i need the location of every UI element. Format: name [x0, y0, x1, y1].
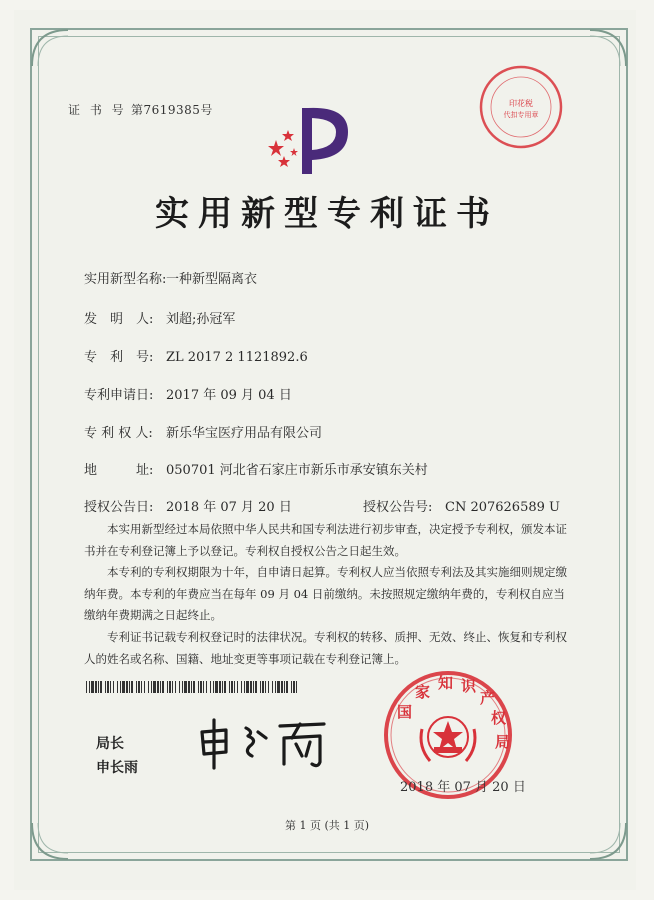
field-label: 地 址: [84, 463, 154, 478]
field-application-date [84, 384, 292, 403]
field-address [84, 459, 428, 478]
paragraph-legal-status: 专利证书记载专利权登记时的法律状况。专利权的转移、质押、无效、终止、恢复和专利权人的姓名或名称、国籍、地址变更等事项记载在专利登记簿上。 [84, 629, 567, 666]
field-value: ZL 2017 2 1121892.6 [166, 350, 308, 365]
field-inventor [84, 308, 235, 327]
paragraph-grant: 本实用新型经过本局依照中华人民共和国专利法进行初步审查，决定授予专利权，颁发本证书并在专利登记簿上予以登记。专利权自授权公告之日起生效。 [84, 522, 567, 558]
svg-text:代扣专用章: 代扣专用章 [503, 111, 539, 119]
certificate-body [84, 519, 574, 670]
barcode-icon [86, 681, 298, 693]
page-indicator: 第 1 页 (共 1 页) [284, 819, 370, 832]
field-label: 发 明 人: [84, 312, 154, 327]
field-value: 新乐华宝医疗用品有限公司 [166, 426, 323, 441]
field-label: 实用新型名称: [84, 272, 167, 287]
handwritten-signature-icon [196, 712, 336, 772]
certificate-number-label: 证 书 号 [68, 103, 127, 117]
corner-ornament-icon [30, 28, 70, 68]
certificate-number-value: 第7619385号 [130, 103, 213, 117]
field-patent-number [84, 346, 308, 365]
field-value: CN 207626589 U [445, 500, 560, 515]
corner-ornament-icon [588, 28, 628, 68]
field-grant-date [84, 496, 292, 515]
seal-date: 2018 年 07 月 20 日 [400, 780, 526, 795]
field-patentee [84, 422, 322, 441]
signatory-name: 申长雨 [96, 760, 138, 776]
field-value: 刘超;孙冠军 [166, 312, 236, 327]
field-label: 专 利 号: [84, 350, 154, 365]
field-grant-number [363, 496, 560, 515]
certificate-number [68, 101, 213, 118]
signatory-title: 局长 [96, 736, 124, 752]
field-value: 2018 年 07 月 20 日 [166, 500, 292, 515]
field-label: 授权公告日: [84, 500, 154, 515]
field-value: 050701 河北省石家庄市新乐市承安镇东关村 [166, 463, 428, 478]
tax-seal-text: 印花税 [509, 99, 533, 108]
certificate-title: 实用新型专利证书 [155, 194, 499, 234]
tax-seal-icon [476, 62, 566, 152]
patent-office-logo-icon [262, 100, 354, 178]
field-label: 专 利 权 人: [84, 426, 153, 441]
field-label: 授权公告号: [363, 500, 433, 515]
seal-text: 国家 知 识产权局 [397, 674, 511, 751]
field-value: 一种新型隔离衣 [166, 272, 258, 287]
paragraph-term: 本专利的专利权期限为十年，自申请日起算。专利权人应当依照专利法及其实施细则规定缴纳年费。本专利的年费应当在每年 09 月 04 日前缴纳。未按照规定缴纳年费的，专利权自应当缴纳年费期满之日起终止。 [84, 565, 567, 623]
field-label: 专利申请日: [84, 388, 154, 403]
field-utility-model-name [84, 268, 257, 287]
field-value: 2017 年 09 月 04 日 [166, 388, 292, 403]
